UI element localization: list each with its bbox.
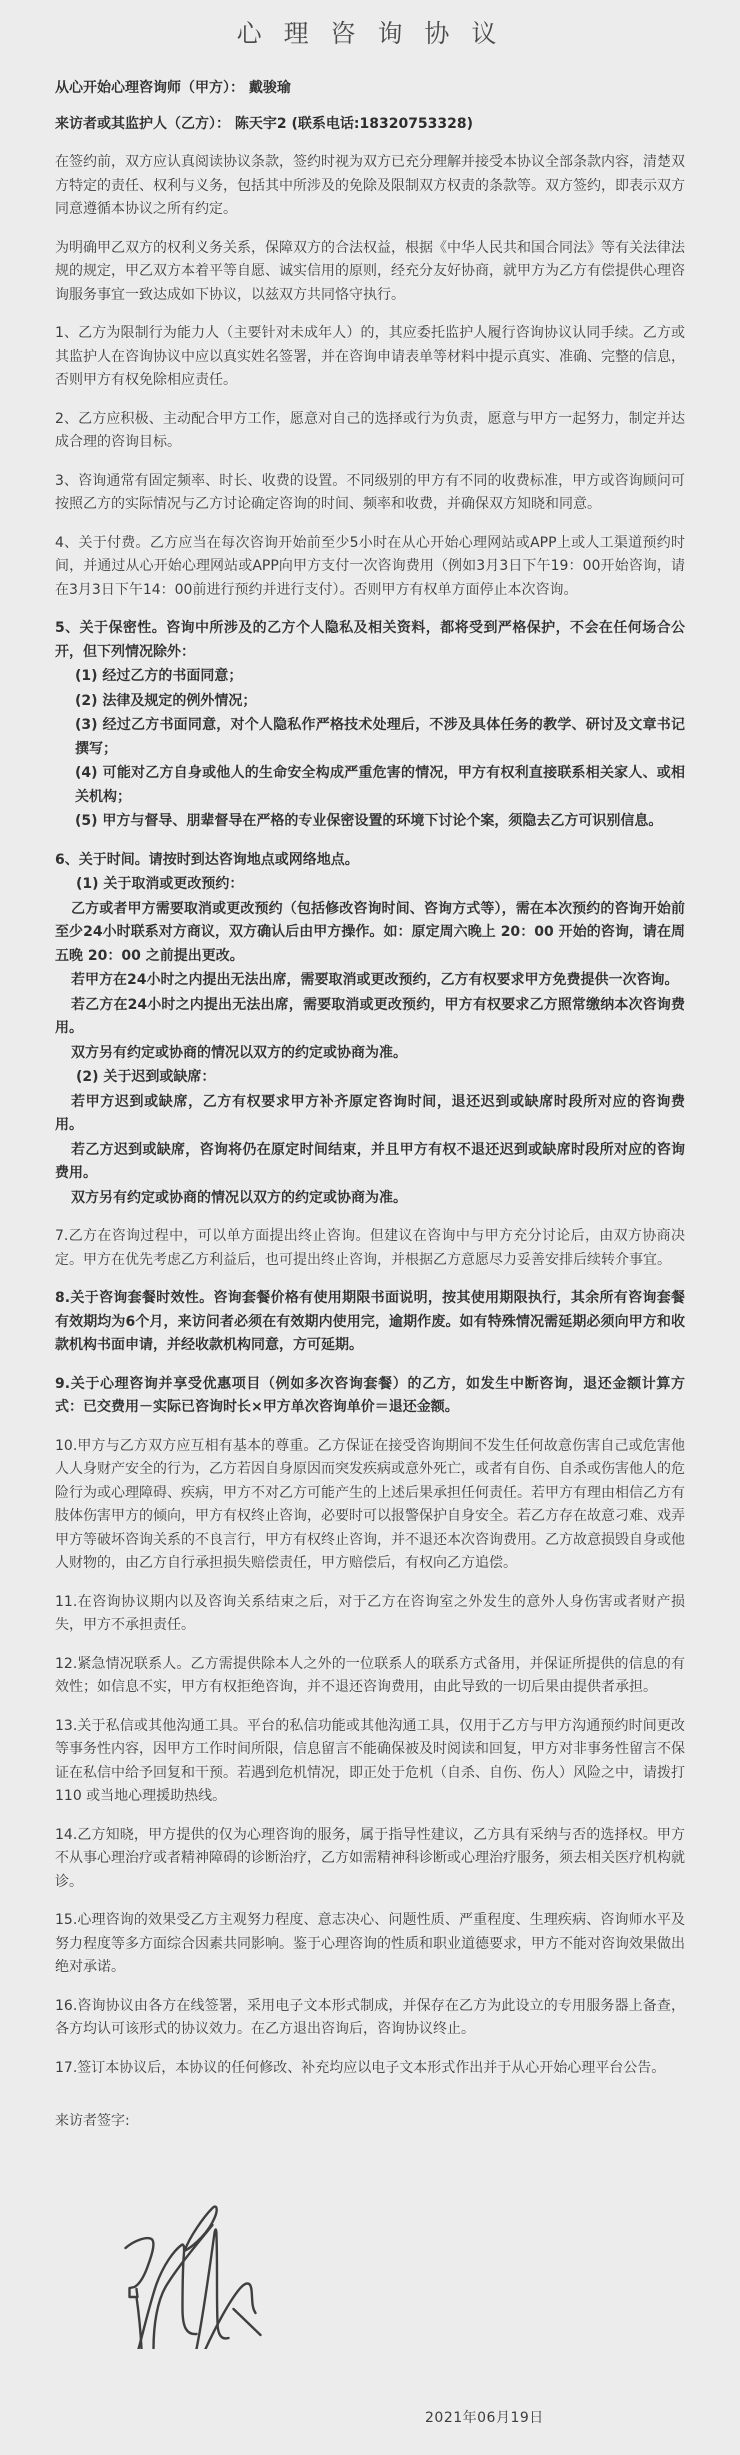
clause-2: 2、乙方应积极、主动配合甲方工作，愿意对自己的选择或行为负责，愿意与甲方一起努力，制定并达成合理的咨询目标。 [55, 410, 685, 450]
clause-6-sub-2-text-3: 双方另有约定或协商的情况以双方的约定或协商为准。 [71, 1189, 407, 1206]
clause-6-sub-2-head: (2) 关于迟到或缺席： [76, 1069, 216, 1085]
clause-6-sub-1-text-2: 若甲方在24小时之内提出无法出席，需要取消或更改预约，乙方有权要求甲方免费提供一次咨询。 [71, 972, 679, 988]
clause-6-sub-2-text-2: 若乙方迟到或缺席，咨询将仍在原定时间结束，并且甲方有权不退还迟到或缺席时段所对应的咨询费用。 [55, 1141, 685, 1181]
intro-paragraph-1: 在签约前，双方应认真阅读协议条款，签约时视为双方已充分理解并接受本协议全部条款内容，清楚双方特定的责任、权利与义务，包括其中所涉及的免除及限制双方权责的条款等。双方签约，即表示双方同意遵循本协议之所有约定。 [55, 154, 685, 217]
clause-5-item-1: (1) 经过乙方的书面同意； [75, 668, 243, 684]
intro-paragraph-2: 为明确甲乙双方的权利义务关系，保障双方的合法权益，根据《中华人民共和国合同法》等有关法律法规的规定，甲乙双方本着平等自愿、诚实信用的原则，经充分友好协商，就甲方为乙方有偿提供心理咨询服务事宜一致达成如下协议，以兹双方共同恪守执行。 [55, 239, 685, 303]
clause-6-sub-2-text-1: 若甲方迟到或缺席，乙方有权要求甲方补齐原定咨询时间，退还迟到或缺席时段所对应的咨询费用。 [55, 1093, 685, 1133]
clause-6-sub-1-text-4: 双方另有约定或协商的情况以双方的约定或协商为准。 [71, 1044, 407, 1061]
clause-5 [55, 617, 685, 834]
clause-17: 17.签订本协议后，本协议的任何修改、补充均应以电子文本形式作出并于从心开始心理平台公告。 [55, 2059, 666, 2076]
clause-5-lead: 5、关于保密性。咨询中所涉及的乙方个人隐私及相关资料，都将受到严格保护，不会在任何场合公开，但下列情况除外： [55, 620, 685, 660]
clause-6 [55, 849, 685, 1211]
clause-6-sub-1-text-1: 乙方或者甲方需要取消或更改预约（包括修改咨询时间、咨询方式等），需在本次预约的咨询开始前至少24小时联系对方商议，双方确认后由甲方操作。如：原定周六晚上 20：00 开始的咨询，请在周五晚 20：00 之前提出更改。 [55, 900, 685, 964]
page-title: 心 理 咨 询 协 议 [236, 19, 504, 48]
clause-5-item-4: (4) 可能对乙方自身或他人的生命安全构成严重危害的情况，甲方有权利直接联系相关家人、或相关机构； [75, 765, 685, 805]
clause-15: 15.心理咨询的效果受乙方主观努力程度、意志决心、问题性质、严重程度、生理疾病、咨询师水平及努力程度等多方面综合因素共同影响。鉴于心理咨询的性质和职业道德要求，甲方不能对咨询效果做出绝对承诺。 [55, 1912, 685, 1975]
clause-5-item-3: (3) 经过乙方书面同意，对个人隐私作严格技术处理后，不涉及具体任务的教学、研讨及文章书记撰写； [75, 717, 685, 757]
clause-10: 10.甲方与乙方双方应互相有基本的尊重。乙方保证在接受咨询期间不发生任何故意伤害自己或危害他人人身财产安全的行为，乙方若因自身原因而突发疾病或意外死亡，或者有自伤、自杀或伤害他人的危险行为或心理障碍、疾病，甲方不对乙方可能产生的上述后果承担任何责任。若甲方有理由相信乙方有肢体伤害甲方的倾向，甲方有权终止咨询，必要时可以报警保护自身安全。若乙方存在故意刁难、戏弄甲方等破坏咨询关系的不良言行，甲方有权终止咨询，并不退还本次咨询费用。乙方故意损毁自身或他人财物的，由乙方自行承担损失赔偿责任，甲方赔偿后，有权向乙方追偿。 [55, 1437, 685, 1571]
clause-12: 12.紧急情况联系人。乙方需提供除本人之外的一位联系人的联系方式备用，并保证所提供的信息的有效性；如信息不实，甲方有权拒绝咨询，并不退还咨询费用，由此导致的一切后果由提供者承担。 [55, 1655, 685, 1695]
clause-9: 9.关于心理咨询并享受优惠项目（例如多次咨询套餐）的乙方，如发生中断咨询，退还金额计算方式：已交费用－实际已咨询时长×甲方单次咨询单价＝退还金额。 [55, 1375, 685, 1415]
clause-5-item-2: (2) 法律及规定的例外情况； [75, 692, 257, 709]
clause-6-sub-1-head: (1) 关于取消或更改预约： [76, 876, 244, 892]
clause-7: 7.乙方在咨询过程中，可以单方面提出终止咨询。但建议在咨询中与甲方充分讨论后，由双方协商决定。甲方在优先考虑乙方利益后，也可提出终止咨询，并根据乙方意愿尽力妥善安排后续转介事宜。 [55, 1228, 685, 1268]
clause-3: 3、咨询通常有固定频率、时长、收费的设置。不同级别的甲方有不同的收费标准，甲方或咨询顾问可按照乙方的实际情况与乙方讨论确定咨询的时间、频率和收费，并确保双方知晓和同意。 [55, 472, 685, 512]
clause-11: 11.在咨询协议期内以及咨询关系结束之后，对于乙方在咨询室之外发生的意外人身伤害或者财产损失，甲方不承担责任。 [55, 1593, 685, 1633]
clause-13: 13.关于私信或其他沟通工具。平台的私信功能或其他沟通工具，仅用于乙方与甲方沟通预约时间更改等事务性内容，因甲方工作时间所限，信息留言不能确保被及时阅读和回复，甲方对非事务性留言不保证在私信中给予回复和干预。若遇到危机情况，即正处于危机（自杀、自伤、伤人）风险之中，请拨打 110 或当地心理援助热线。 [55, 1717, 685, 1804]
clause-5-item-5: (5) 甲方与督导、朋辈督导在严格的专业保密设置的环境下讨论个案，须隐去乙方可识别信息。 [75, 813, 663, 829]
clause-14: 14.乙方知晓，甲方提供的仅为心理咨询的服务，属于指导性建议，乙方具有采纳与否的选择权。甲方不从事心理治疗或者精神障碍的诊断治疗，乙方如需精神科诊断或心理治疗服务，须去相关医疗机构就诊。 [55, 1826, 685, 1890]
clause-4: 4、关于付费。乙方应当在每次咨询开始前至少5小时在从心开始心理网站或APP上或人工渠道预约时间，并通过从心开始心理网站或APP向甲方支付一次咨询费用（例如3月3日下午19：00开始咨询，请在3月3日下午14：00前进行预约并进行支付）。否则甲方有权单方面停止本次咨询。 [55, 534, 685, 598]
clause-6-lead: 6、关于时间。请按时到达咨询地点或网络地点。 [55, 851, 359, 868]
visitor-signature-image [63, 2189, 268, 2349]
clause-6-sub-1-text-3: 若乙方在24小时之内提出无法出席，需要取消或更改预约，甲方有权要求乙方照常缴纳本次咨询费用。 [55, 996, 685, 1036]
party-b-line: 来访者或其监护人（乙方）： 陈天宇2 (联系电话:18320753328) [55, 116, 474, 132]
clause-1: 1、乙方为限制行为能力人（主要针对未成年人）的，其应委托监护人履行咨询协议认同手续。乙方或其监护人在咨询协议中应以真实姓名签署，并在咨询申请表单等材料中提示真实、准确、完整的信息，否则甲方有权免除相应责任。 [55, 325, 685, 388]
signing-date: 2021年06月19日 [425, 2410, 544, 2426]
visitor-signature-label: 来访者签字: [55, 2113, 130, 2129]
clause-16: 16.咨询协议由各方在线签署，采用电子文本形式制成，并保存在乙方为此设立的专用服务器上备查，各方均认可该形式的协议效力。在乙方退出咨询后，咨询协议终止。 [55, 1997, 685, 2037]
clause-8: 8.关于咨询套餐时效性。咨询套餐价格有使用期限书面说明，按其使用期限执行，其余所有咨询套餐有效期均为6个月，来访问者必须在有效期内使用完，逾期作废。如有特殊情况需延期必须向甲方和收款机构书面申请，并经收款机构同意，方可延期。 [55, 1290, 685, 1353]
party-a-line: 从心开始心理咨询师（甲方）： 戴骏瑜 [55, 80, 291, 96]
